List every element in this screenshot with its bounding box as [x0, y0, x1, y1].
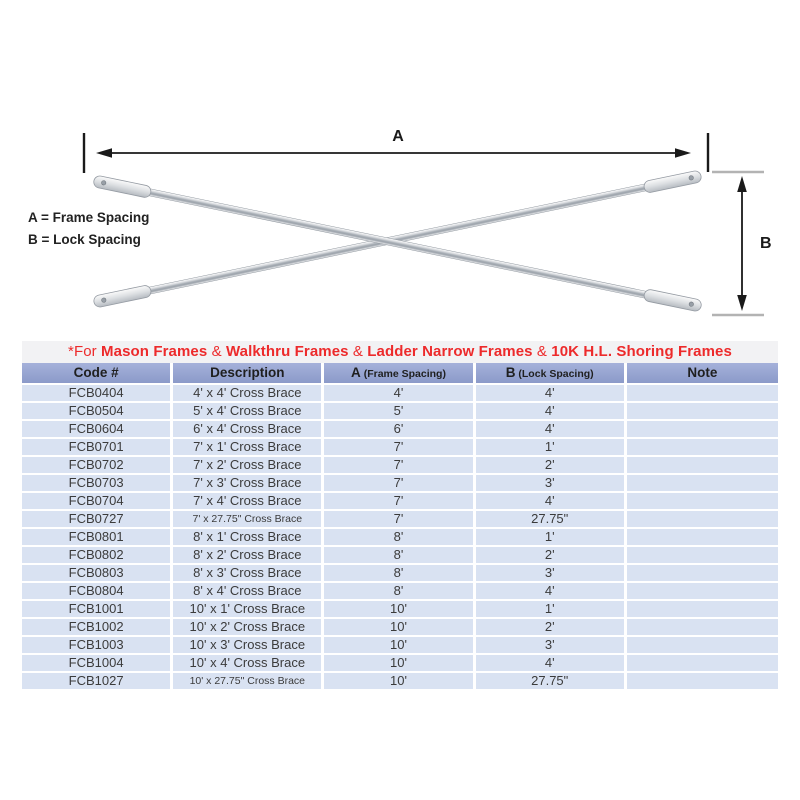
- cell-b: 4': [476, 385, 627, 403]
- cell-note: [627, 511, 778, 529]
- table-title: [22, 341, 778, 363]
- table-row: [22, 601, 778, 619]
- cell-code: FCB1004: [22, 655, 173, 673]
- cell-b: 2': [476, 547, 627, 565]
- cell-note: [627, 601, 778, 619]
- cross-brace-diagram: [0, 100, 800, 335]
- cell-a: 8': [324, 565, 475, 583]
- cell-a: 8': [324, 583, 475, 601]
- spec-table: [22, 341, 778, 691]
- cell-code: FCB1001: [22, 601, 173, 619]
- cell-a: 7': [324, 457, 475, 475]
- cell-a: 10': [324, 637, 475, 655]
- cell-a: 4': [324, 385, 475, 403]
- cell-a: 7': [324, 493, 475, 511]
- cell-desc: 7' x 2' Cross Brace: [173, 457, 324, 475]
- cell-b: 2': [476, 457, 627, 475]
- table-title-segment: Mason Frames: [101, 343, 208, 360]
- cell-desc: 5' x 4' Cross Brace: [173, 403, 324, 421]
- cell-a: 7': [324, 439, 475, 457]
- table-title-segment: &: [348, 343, 368, 360]
- cell-desc: 10' x 3' Cross Brace: [173, 637, 324, 655]
- cell-note: [627, 475, 778, 493]
- cell-code: FCB0701: [22, 439, 173, 457]
- diagram-legend: [28, 207, 149, 251]
- cell-desc: 4' x 4' Cross Brace: [173, 385, 324, 403]
- legend-lock-spacing: B = Lock Spacing: [28, 232, 141, 247]
- column-header: A (Frame Spacing): [324, 363, 475, 385]
- cell-code: FCB0703: [22, 475, 173, 493]
- cell-note: [627, 655, 778, 673]
- cell-desc: 8' x 4' Cross Brace: [173, 583, 324, 601]
- cell-b: 4': [476, 493, 627, 511]
- table-row: [22, 421, 778, 439]
- cell-desc: 7' x 1' Cross Brace: [173, 439, 324, 457]
- cell-b: 1': [476, 439, 627, 457]
- dimension-b-label: B: [760, 235, 772, 252]
- cell-desc: 10' x 4' Cross Brace: [173, 655, 324, 673]
- table-row: [22, 583, 778, 601]
- table-title-segment: Ladder Narrow Frames: [367, 343, 533, 360]
- cell-note: [627, 421, 778, 439]
- cell-a: 6': [324, 421, 475, 439]
- cell-a: 10': [324, 673, 475, 691]
- table-row: [22, 619, 778, 637]
- cell-desc: 8' x 1' Cross Brace: [173, 529, 324, 547]
- cell-code: FCB0504: [22, 403, 173, 421]
- cell-code: FCB0802: [22, 547, 173, 565]
- table-title-segment: &: [207, 343, 226, 360]
- cell-desc: 10' x 1' Cross Brace: [173, 601, 324, 619]
- table-row: [22, 403, 778, 421]
- column-header: Description: [173, 363, 324, 385]
- cell-b: 4': [476, 421, 627, 439]
- cell-code: FCB0604: [22, 421, 173, 439]
- table-title-segment: Walkthru Frames: [225, 343, 349, 360]
- cell-code: FCB0803: [22, 565, 173, 583]
- cell-b: 27.75": [476, 511, 627, 529]
- cell-note: [627, 637, 778, 655]
- table-row: [22, 475, 778, 493]
- table-row: [22, 439, 778, 457]
- cell-desc: 7' x 4' Cross Brace: [173, 493, 324, 511]
- cell-desc: 10' x 27.75" Cross Brace: [173, 673, 324, 691]
- table-row: [22, 511, 778, 529]
- table-header-row: [22, 363, 778, 385]
- cell-b: 4': [476, 655, 627, 673]
- cell-note: [627, 529, 778, 547]
- table-row: [22, 547, 778, 565]
- cell-code: FCB1002: [22, 619, 173, 637]
- cell-code: FCB0804: [22, 583, 173, 601]
- cell-a: 10': [324, 601, 475, 619]
- cell-note: [627, 385, 778, 403]
- cell-b: 3': [476, 637, 627, 655]
- column-header: B (Lock Spacing): [476, 363, 627, 385]
- cell-desc: 8' x 2' Cross Brace: [173, 547, 324, 565]
- table-title-segment: &: [532, 343, 552, 360]
- cell-desc: 6' x 4' Cross Brace: [173, 421, 324, 439]
- table-row: [22, 637, 778, 655]
- cell-note: [627, 457, 778, 475]
- cell-desc: 10' x 2' Cross Brace: [173, 619, 324, 637]
- cell-code: FCB0727: [22, 511, 173, 529]
- cell-a: 5': [324, 403, 475, 421]
- cell-b: 3': [476, 475, 627, 493]
- legend-frame-spacing: A = Frame Spacing: [28, 210, 150, 225]
- cell-b: 3': [476, 565, 627, 583]
- cell-a: 10': [324, 655, 475, 673]
- cell-note: [627, 673, 778, 691]
- cell-b: 1': [476, 529, 627, 547]
- table-row: [22, 655, 778, 673]
- table-row: [22, 565, 778, 583]
- cell-note: [627, 565, 778, 583]
- cell-code: FCB1027: [22, 673, 173, 691]
- table-row: [22, 493, 778, 511]
- cell-note: [627, 547, 778, 565]
- cell-note: [627, 439, 778, 457]
- cell-b: 2': [476, 619, 627, 637]
- cell-b: 1': [476, 601, 627, 619]
- cell-code: FCB0404: [22, 385, 173, 403]
- table-title-segment: 10K H.L. Shoring Frames: [551, 343, 732, 360]
- cell-note: [627, 619, 778, 637]
- cell-code: FCB0801: [22, 529, 173, 547]
- cell-desc: 8' x 3' Cross Brace: [173, 565, 324, 583]
- cell-a: 7': [324, 511, 475, 529]
- cell-code: FCB1003: [22, 637, 173, 655]
- cell-desc: 7' x 27.75" Cross Brace: [173, 511, 324, 529]
- cell-a: 10': [324, 619, 475, 637]
- table-row: [22, 529, 778, 547]
- cell-code: FCB0702: [22, 457, 173, 475]
- cell-a: 7': [324, 475, 475, 493]
- table-row: [22, 457, 778, 475]
- dimension-b-arrow: [712, 172, 764, 315]
- cell-a: 8': [324, 547, 475, 565]
- cell-note: [627, 403, 778, 421]
- table-title-segment: *For: [68, 343, 102, 360]
- table-row: [22, 385, 778, 403]
- cell-b: 27.75": [476, 673, 627, 691]
- column-header: Note: [627, 363, 778, 385]
- cell-b: 4': [476, 403, 627, 421]
- dimension-a-label: A: [392, 128, 404, 145]
- cell-b: 4': [476, 583, 627, 601]
- cell-a: 8': [324, 529, 475, 547]
- column-header: Code #: [22, 363, 173, 385]
- cell-note: [627, 583, 778, 601]
- cell-code: FCB0704: [22, 493, 173, 511]
- cell-desc: 7' x 3' Cross Brace: [173, 475, 324, 493]
- cell-note: [627, 493, 778, 511]
- table-body: [22, 385, 778, 691]
- table-row: [22, 673, 778, 691]
